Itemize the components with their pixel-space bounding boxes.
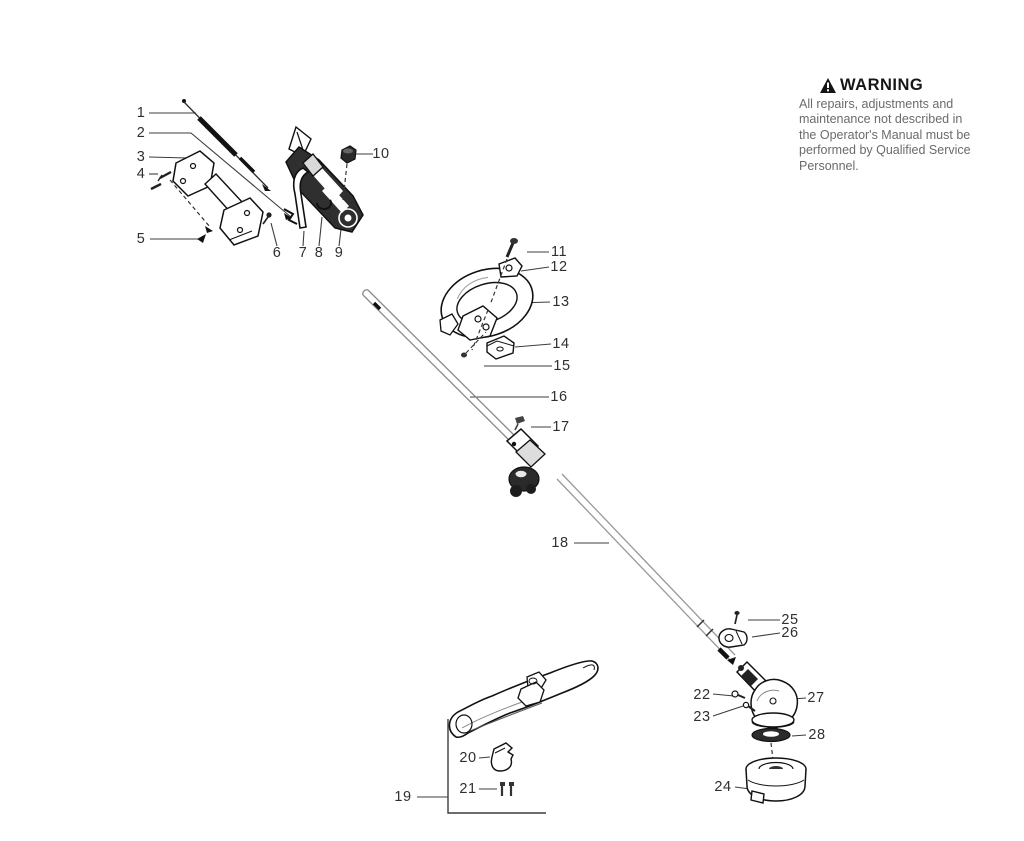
shaft-coupler-drawing [507,416,545,497]
callout-12: 12 [550,259,568,275]
callout-21: 21 [459,781,477,797]
callout-26: 26 [781,625,799,641]
callout-17: 17 [552,419,570,435]
callout-27: 27 [807,690,825,706]
callout-11: 11 [550,244,568,260]
callout-14: 14 [552,336,570,352]
gear-head-drawing [732,662,797,760]
callout-7: 7 [298,245,308,261]
callout-9: 9 [334,245,344,261]
guard-assembly-drawing [449,661,598,796]
warning-line: the Operator's Manual must be [799,127,971,142]
callout-18: 18 [551,535,569,551]
callout-19: 19 [394,789,412,805]
callout-24: 24 [714,779,732,795]
callout-23: 23 [693,709,711,725]
warning-triangle-icon [820,78,836,93]
callout-25: 25 [781,612,799,628]
callout-28: 28 [808,727,826,743]
trimmer-head-drawing [746,758,806,803]
callout-6: 6 [272,245,282,261]
callout-15: 15 [553,358,571,374]
warning-line: performed by Qualified Service [799,143,971,158]
callout-5: 5 [136,231,146,247]
callout-4: 4 [136,166,146,182]
warning-line: maintenance not described in [799,112,963,127]
callout-10: 10 [372,146,390,162]
warning-line: Personnel. [799,158,859,173]
callout-8: 8 [314,245,324,261]
callout-3: 3 [136,149,146,165]
warning-body [799,97,995,174]
callout-22: 22 [693,687,711,703]
warning-title: WARNING [840,76,924,94]
warning-note [799,76,995,174]
callout-20: 20 [459,750,477,766]
callout-13: 13 [552,294,570,310]
callout-1: 1 [136,105,146,121]
warning-line: All repairs, adjustments and [799,97,954,111]
callout-16: 16 [550,389,568,405]
callout-2: 2 [136,125,146,141]
trigger-housing-drawing [263,127,363,232]
loop-handle-drawing [432,238,542,359]
lower-shaft-drawing [557,474,747,665]
